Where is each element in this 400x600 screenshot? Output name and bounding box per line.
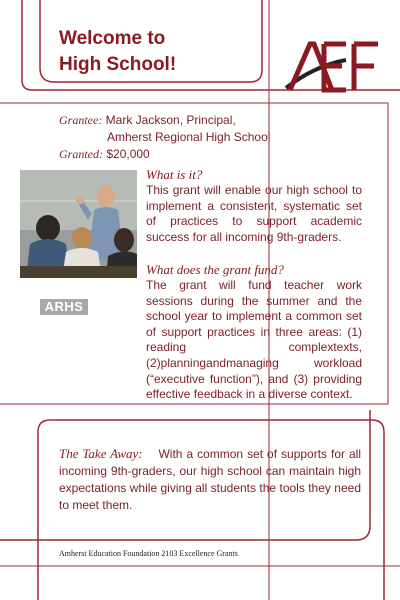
section-heading: What does the grant fund?: [146, 262, 284, 277]
grantee-school: Amherst Regional High School: [107, 130, 271, 144]
section-body: The grant will fund teacher work sessions during the summer and the school year to implement a common set of support practices in three areas: (1) reading complextexts,(2)planningandmanaging workload (“executive function”), and (3) providing effective feedback in a diverse context.: [146, 278, 362, 402]
grantee-label: Grantee:: [59, 113, 103, 127]
takeaway-label: The Take Away:: [59, 446, 143, 461]
section-grant-fund: [146, 262, 362, 403]
page-title: [59, 26, 259, 78]
aef-logo: [284, 38, 382, 94]
takeaway-body: With a common set of supports for all incoming 9th-graders, our high school can maintain high expectations while giving all students the tools they need to meet them.: [59, 447, 361, 512]
title-line-1: Welcome to: [59, 28, 166, 49]
granted-amount: $20,000: [106, 147, 150, 161]
section-body: This grant will enable our high school to implement a consistent, systematic set of practices to support academic success for all incoming 9th-graders.: [146, 183, 362, 244]
takeaway: [59, 445, 361, 514]
grantee-name: Mark Jackson, Principal,: [105, 113, 236, 127]
title-line-2: High School!: [59, 54, 177, 75]
section-heading: What is it?: [146, 167, 203, 182]
section-what-is-it: [146, 167, 362, 245]
school-tag: ARHS: [40, 299, 88, 315]
granted-label: Granted:: [59, 147, 103, 161]
grantee-info: [59, 112, 359, 163]
classroom-photo: [20, 170, 137, 278]
footer-note: Amherst Education Foundation 2103 Excellence Grants: [59, 549, 238, 558]
